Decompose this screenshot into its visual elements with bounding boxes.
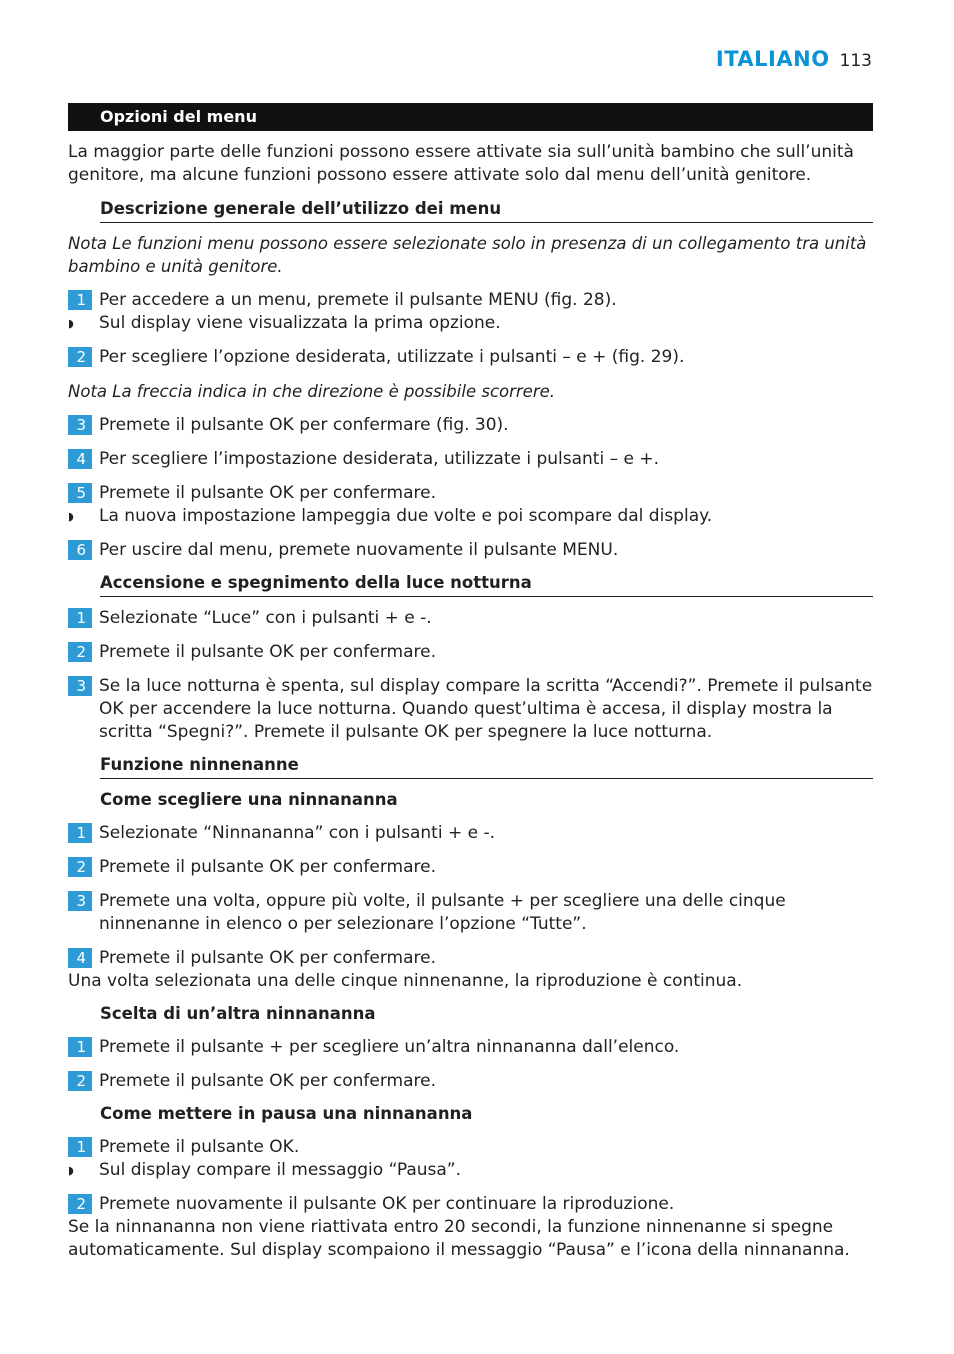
lullaby-pause-heading: Come mettere in pausa una ninnananna <box>100 1104 473 1123</box>
lullaby-heading: Funzione ninnenanne <box>100 754 873 779</box>
lullaby-other-heading: Scelta di un’altra ninnananna <box>100 1004 376 1023</box>
step-number-badge: 2 <box>68 1194 92 1214</box>
step-number-badge: 1 <box>68 290 92 310</box>
overview-step-3 <box>68 414 873 437</box>
step-text: Premete il pulsante OK per confermare. <box>99 1071 436 1091</box>
step-text: Premete il pulsante + per scegliere un’altra ninnananna dall’elenco. <box>99 1037 680 1057</box>
overview-result-5 <box>68 505 873 528</box>
step-number-badge: 4 <box>68 948 92 968</box>
lullaby-pause-result-1 <box>68 1159 873 1182</box>
step-number-badge: 1 <box>68 1137 92 1157</box>
step-number-badge: 1 <box>68 608 92 628</box>
lullaby-pause-step-2 <box>68 1193 873 1216</box>
result-arrow-icon: ◗ <box>68 1164 74 1177</box>
step-text: Premete una volta, oppure più volte, il pulsante + per scegliere una delle cinque ninnenanne in elenco o per selezionare l’opzione “Tutte”. <box>99 891 786 934</box>
page-header <box>716 47 872 71</box>
step-text: Per scegliere l’opzione desiderata, utilizzate i pulsanti – e + (fig. 29). <box>99 347 685 367</box>
step-text: Premete il pulsante OK per confermare. <box>99 948 436 968</box>
result-text: La nuova impostazione lampeggia due volte e poi scompare dal display. <box>99 506 713 526</box>
step-text: Se la luce notturna è spenta, sul display compare la scritta “Accendi?”. Premete il pulsante OK per accendere la luce notturna. Quando quest’ultima è accesa, il display mostra la scritta “Spegni?”. Premete il pulsante OK per spegnere la luce notturna. <box>99 676 873 742</box>
result-arrow-icon: ◗ <box>68 317 74 330</box>
lullaby-choose-step-2 <box>68 856 873 879</box>
section-title-bar: Opzioni del menu <box>68 103 873 131</box>
page-number: 113 <box>839 51 872 71</box>
step-number-badge: 1 <box>68 1037 92 1057</box>
result-arrow-icon: ◗ <box>68 510 74 523</box>
step-number-badge: 2 <box>68 642 92 662</box>
result-text: Sul display viene visualizzata la prima opzione. <box>99 313 501 333</box>
step-number-badge: 3 <box>68 891 92 911</box>
lullaby-other-step-2 <box>68 1070 873 1093</box>
step-text: Premete il pulsante OK per confermare. <box>99 857 436 877</box>
overview-step-4 <box>68 448 873 471</box>
step-text: Per accedere a un menu, premete il pulsante MENU (fig. 28). <box>99 290 617 310</box>
step-number-badge: 2 <box>68 347 92 367</box>
step-number-badge: 3 <box>68 415 92 435</box>
nightlight-step-2 <box>68 641 873 664</box>
step-text: Premete il pulsante OK per confermare. <box>99 642 436 662</box>
overview-heading: Descrizione generale dell’utilizzo dei menu <box>100 198 873 223</box>
step-number-badge: 1 <box>68 823 92 843</box>
overview-step-6 <box>68 539 873 562</box>
step-number-badge: 3 <box>68 676 92 696</box>
nightlight-step-1 <box>68 607 873 630</box>
step-number-badge: 4 <box>68 449 92 469</box>
lullaby-pause-step-1 <box>68 1136 873 1159</box>
step-text: Selezionate “Luce” con i pulsanti + e -. <box>99 608 432 628</box>
intro-paragraph: La maggior parte delle funzioni possono essere attivate sia sull’unità bambino che sull’unità genitore, ma alcune funzioni possono essere attivate solo dal menu dell’unità genitore. <box>68 142 854 185</box>
step-text: Selezionate “Ninnananna” con i pulsanti + e -. <box>99 823 496 843</box>
result-text: Sul display compare il messaggio “Pausa”. <box>99 1160 462 1180</box>
lullaby-choose-heading: Come scegliere una ninnananna <box>100 790 398 809</box>
page-content <box>68 103 873 1262</box>
overview-step-1 <box>68 289 873 312</box>
overview-step-5 <box>68 482 873 505</box>
nightlight-step-3 <box>68 675 873 744</box>
nightlight-heading: Accensione e spegnimento della luce notturna <box>100 572 873 597</box>
step-text: Premete il pulsante OK per confermare (fig. 30). <box>99 415 509 435</box>
lullaby-choose-step-1 <box>68 822 873 845</box>
lullaby-choose-step-3 <box>68 890 873 936</box>
step-number-badge: 2 <box>68 1071 92 1091</box>
step-number-badge: 5 <box>68 483 92 503</box>
lullaby-other-step-1 <box>68 1036 873 1059</box>
lullaby-choose-after: Una volta selezionata una delle cinque ninnenanne, la riproduzione è continua. <box>68 971 743 991</box>
step-text: Premete il pulsante OK per confermare. <box>99 483 436 503</box>
step-number-badge: 2 <box>68 857 92 877</box>
overview-note-1: Nota Le funzioni menu possono essere selezionate solo in presenza di un collegamento tra unità bambino e unità genitore. <box>68 234 867 276</box>
step-text: Per scegliere l’impostazione desiderata, utilizzate i pulsanti – e +. <box>99 449 660 469</box>
language-label: ITALIANO <box>715 47 830 71</box>
step-text: Premete il pulsante OK. <box>99 1137 300 1157</box>
overview-step-2 <box>68 346 873 369</box>
overview-result-1 <box>68 312 873 335</box>
lullaby-choose-step-4 <box>68 947 873 970</box>
overview-note-2: Nota La freccia indica in che direzione è possibile scorrere. <box>68 382 556 401</box>
step-text: Premete nuovamente il pulsante OK per continuare la riproduzione. <box>99 1194 675 1214</box>
lullaby-pause-after: Se la ninnananna non viene riattivata entro 20 secondi, la funzione ninnenanne si spegne automaticamente. Sul display scompaiono il messaggio “Pausa” e l’icona della ninnananna. <box>68 1217 850 1260</box>
step-text: Per uscire dal menu, premete nuovamente il pulsante MENU. <box>99 540 619 560</box>
step-number-badge: 6 <box>68 540 92 560</box>
